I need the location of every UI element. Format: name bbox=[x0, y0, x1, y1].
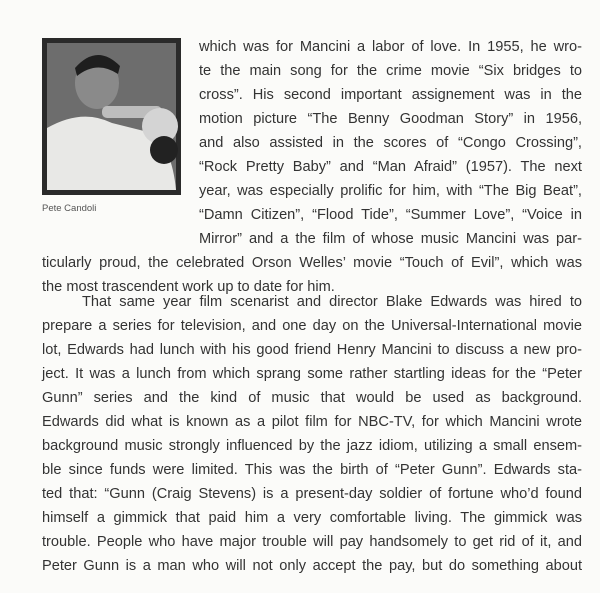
text-line: ticularly proud, the celebrated Orson Welles’ movie “Touch of Evil”, which was bbox=[42, 255, 582, 271]
text-line: ted that: “Gunn (Craig Stevens) is a present-day soldier of fortune who’d found bbox=[42, 486, 582, 502]
photo-caption: Pete Candoli bbox=[42, 203, 97, 214]
text-line: trouble. People who have major trouble will pay handsomely to get rid of it, and bbox=[42, 534, 582, 550]
text-line: Edwards did what is known as a pilot film for NBC-TV, for which Mancini wrote bbox=[42, 414, 582, 430]
text-line: ble since funds were limited. This was the birth of “Peter Gunn”. Edwards sta- bbox=[42, 462, 582, 478]
text-line: Mirror” and a the film of whose music Mancini was par- bbox=[199, 231, 582, 247]
text-line: motion picture “The Benny Goodman Story” in 1956, bbox=[199, 111, 582, 127]
text-line: That same year film scenarist and director Blake Edwards was hired to bbox=[82, 294, 582, 310]
text-line: and also assisted in the scores of “Congo Crossing”, bbox=[199, 135, 582, 151]
text-line: te the main song for the crime movie “Six bridges to bbox=[199, 63, 582, 79]
text-line: Peter Gunn is a man who will not only accept the pay, but do something about bbox=[42, 558, 582, 574]
text-line: “Damn Citizen”, “Flood Tide”, “Summer Love”, “Voice in bbox=[199, 207, 582, 223]
text-line: ject. It was a lunch from which sprang some rather startling ideas for the “Peter bbox=[42, 366, 582, 382]
text-line: year, was especially prolific for him, with “The Big Beat”, bbox=[199, 183, 582, 199]
text-line: himself a gimmick that paid him a very comfortable living. The gimmick was bbox=[42, 510, 582, 526]
text-line: the most trascendent work up to date for him. bbox=[42, 279, 335, 295]
text-line: cross”. His second important assignement was in the bbox=[199, 87, 582, 103]
text-line: background music strongly influenced by the jazz idiom, utilizing a small ensem- bbox=[42, 438, 582, 454]
trumpet-player-photo bbox=[42, 38, 181, 195]
text-line: lot, Edwards had lunch with his good friend Henry Mancini to discuss a new pro- bbox=[42, 342, 582, 358]
text-line: which was for Mancini a labor of love. In 1955, he wro- bbox=[199, 39, 582, 55]
text-line: “Rock Pretty Baby” and “Man Afraid” (1957). The next bbox=[199, 159, 582, 175]
text-line: Gunn” series and the kind of music that would be used as background. bbox=[42, 390, 582, 406]
photo-pete-candoli bbox=[42, 38, 181, 195]
text-line: prepare a series for television, and one day on the Universal-International movie bbox=[42, 318, 582, 334]
